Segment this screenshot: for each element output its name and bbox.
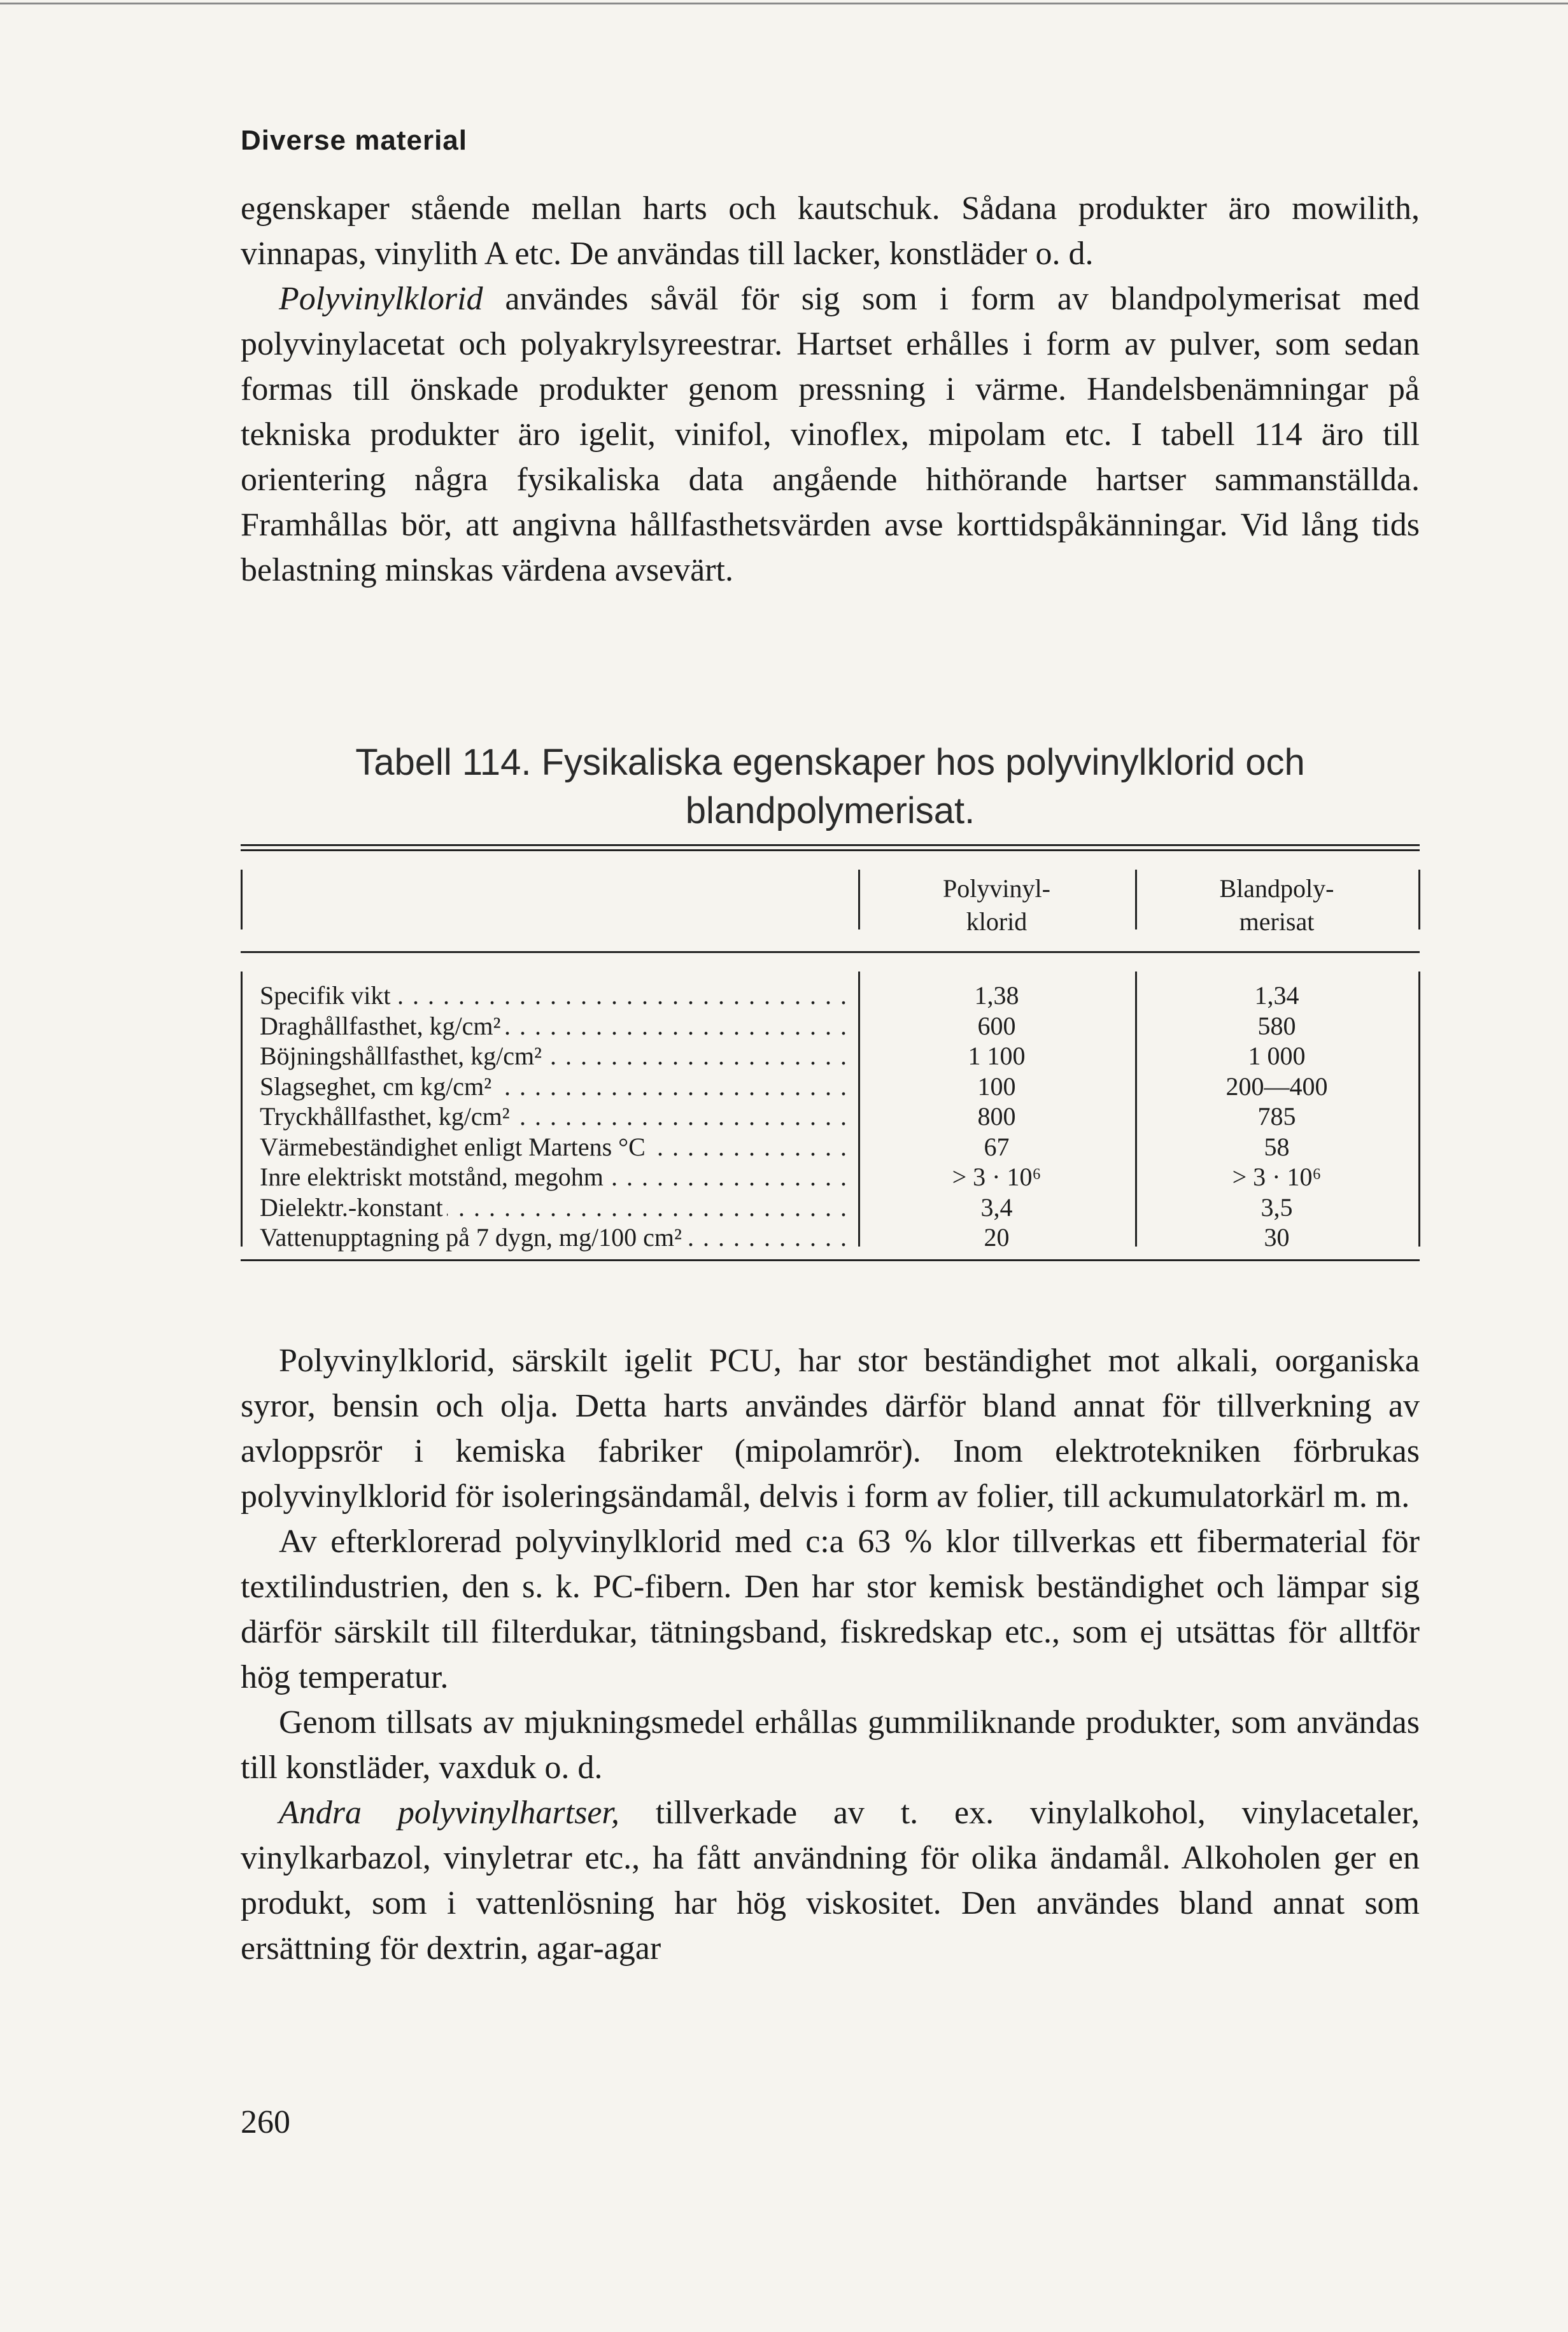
cell-blandpolymerisat: 3,5 [1261,1192,1293,1222]
row-label-text: Tryckhållfasthet, kg/cm² [260,1102,514,1131]
row-label-text: Värmebeständighet enligt Martens °C [260,1133,649,1161]
running-head: Diverse material [241,125,467,156]
cell-blandpolymerisat: 580 [1257,1011,1296,1040]
table-caption [241,738,1420,835]
cell-polyvinylklorid: 67 [984,1132,1010,1161]
paragraph: egenskaper stående mellan harts och kautschuk. Sådana produkter äro mowilith, vinnapas, vinylith A etc. De användas till lacker, konstläder o. d. [241,190,1420,272]
table-rule [241,844,1420,846]
cell-blandpolymerisat: 200—400 [1225,1071,1328,1101]
cell-polyvinylklorid: 1 100 [968,1042,1026,1070]
cell-polyvinylklorid: 3,4 [980,1192,1013,1222]
cell-polyvinylklorid: 800 [977,1102,1016,1131]
table-row [241,980,1420,1010]
caption-line: Tabell 114. Fysikaliska egenskaper hos polyvinylklorid och [355,742,1305,783]
cell-blandpolymerisat: > 3 · 10⁶ [1232,1162,1322,1191]
row-label-text: Böjningshållfasthet, kg/cm² [260,1042,546,1070]
table-row [241,1041,1420,1071]
row-label-text: Dielektr.-konstant [260,1193,447,1222]
column-header-blandpolymerisat: Blandpoly- merisat [1219,874,1334,936]
row-label-text: Vattenupptagning på 7 dygn, mg/100 cm² [260,1223,686,1252]
row-label [260,1222,852,1252]
cell-polyvinylklorid: 600 [977,1011,1016,1040]
cell-blandpolymerisat: 30 [1264,1223,1290,1252]
row-label-text: Draghållfasthet, kg/cm² [260,1012,505,1040]
table-divider [241,870,243,929]
table-row [241,1222,1420,1252]
paragraph-text: användes såväl för sig som i form av blandpolymerisat med polyvinylacetat och polyakrylsyreestrar. Hartset erhålles i form av pulver, som sedan formas till önskade produkter genom pressning i värme. Handelsbenämningar på tekniska produkter äro igelit, vinifol, vinoflex, mipolam etc. I tabell 114 äro till orientering några fysikaliska data angående hithörande hartser sammanställda. Framhållas bör, att angivna hållfasthetsvärden avse korttidspåkänningar. Vid lång tids belastning minskas värdena avsevärt. [241,281,1420,588]
row-label [260,980,852,1010]
scan-edge [0,3,1568,4]
table-row [241,1101,1420,1131]
column-header-polyvinylklorid: Polyvinyl- klorid [943,874,1050,936]
row-label-text: Inre elektriskt motstånd, megohm [260,1162,607,1191]
paragraph [241,1790,1420,1971]
table-row [241,1011,1420,1041]
table-rule [241,1259,1420,1261]
row-label-text: Specifik vikt [260,981,395,1010]
cell-blandpolymerisat: 1 000 [1248,1042,1306,1070]
cell-blandpolymerisat: 1,34 [1254,981,1299,1010]
row-label [260,1071,852,1101]
table-rule [241,951,1420,953]
row-label [260,1162,852,1192]
caption-line: blandpolymerisat. [685,790,975,831]
row-label-text: Slagseghet, cm kg/cm² [260,1072,495,1101]
table-row [241,1071,1420,1101]
cell-polyvinylklorid: 100 [977,1071,1016,1101]
cell-polyvinylklorid: 1,38 [974,981,1019,1010]
paragraph: Av efterklorerad polyvinylklorid med c:a 63 % klor tillverkas ett fibermaterial för textilindustrien, den s. k. PC-fibern. Den har stor kemisk beständighet och lämpar sig därför särskilt till filterdukar, tätningsband, fiskredskap etc., som ej utsättas för alltför hög temperatur. [241,1523,1420,1695]
table-divider [1418,870,1420,929]
row-label [260,1101,852,1131]
body-text-bottom [241,1338,1420,1971]
table-rule [241,849,1420,851]
paragraph: Polyvinylklorid, särskilt igelit PCU, har stor beständighet mot alkali, oorganiska syror, bensin och olja. Detta harts användes därför bland annat för tillverkning av avloppsrör i kemiska fabriker (mipolamrör). Inom elektrotekniken förbrukas polyvinylklorid för isoleringsändamål, delvis i form av folier, till ackumulatorkärl m. m. [241,1343,1420,1515]
cell-polyvinylklorid: > 3 · 10⁶ [952,1162,1042,1191]
page-number: 260 [241,2104,290,2140]
italic-term: Andra polyvinylhartser, [279,1795,619,1831]
table-row [241,1132,1420,1162]
paragraph: Genom tillsats av mjukningsmedel erhållas gummiliknande produkter, som användas till konstläder, vaxduk o. d. [241,1704,1420,1786]
cell-blandpolymerisat: 785 [1257,1102,1296,1131]
paragraph-text: tillverkade av t. ex. vinylalkohol, vinylacetaler, vinylkarbazol, vinyletrar etc., ha fått användning för olika ändamål. Alkoholen ger en produkt, som i vattenlösning har hög viskositet. Den användes bland annat som ersättning för dextrin, agar-agar [241,1795,1420,1967]
italic-term: Polyvinylklorid [279,281,483,317]
row-label [260,1011,852,1041]
row-label [260,1192,852,1222]
body-text-top [241,186,1420,593]
row-label [260,1132,852,1162]
cell-blandpolymerisat: 58 [1264,1132,1290,1161]
paragraph [241,276,1420,593]
cell-polyvinylklorid: 20 [984,1223,1010,1252]
table-row [241,1162,1420,1192]
row-label [260,1041,852,1071]
table-row [241,1192,1420,1222]
